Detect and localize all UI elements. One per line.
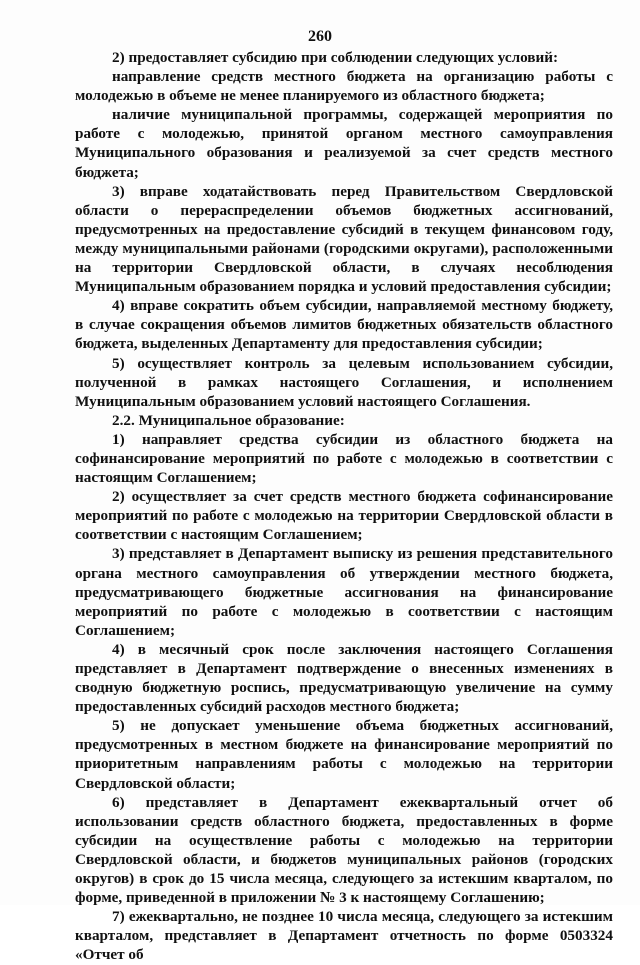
document-body [75,48,613,965]
paragraph-5-control: 5) осуществляет контроль за целевым использованием субсидии, полученной в рамках настоящего Соглашения, и исполнением Муниципальным образованием условий настоящего Соглашения. [75,354,613,410]
paragraph-4-reduce-subsidy: 4) вправе сократить объем субсидии, направляемой местному бюджету, в случае сокращения объемов лимитов бюджетных обязательств областного бюджета, выделенных Департаменту для предоставления субсидии; [75,297,613,353]
section-heading-2-2: 2.2. Муниципальное образование: [112,411,345,429]
paragraph-mo-6: 6) представляет в Департамент ежеквартальный отчет об использовании средств областного бюджета, предоставленных в форме субсидии на осуществление работы с молодежью на территории Свердловской области, и бюджетов муниципальных районов (городских округов) в срок до 15 числа месяца, следующего за истекшим кварталом, по форме, приведенной в приложении № 3 к настоящему Соглашению; [75,793,613,907]
page-number: 260 [308,28,332,45]
paragraph-condition-program: наличие муниципальной программы, содержащей мероприятия по работе с молодежью, принятой органом местного самоуправления Муниципального образования и реализуемой за счет средств местного бюджета; [75,106,613,181]
paragraph-mo-2: 2) осуществляет за счет средств местного бюджета софинансирование мероприятий по работе с молодежью на территории Свердловской области в соответствии с настоящим Соглашением; [75,488,613,544]
paragraph-condition-budget: направление средств местного бюджета на организацию работы с молодежью в объеме не менее планируемого из областного бюджета; [75,68,613,105]
paragraph-mo-3: 3) представляет в Департамент выписку из решения представительного органа местного самоуправления об утверждении местного бюджета, предусматривающего бюджетные ассигнования на финансирование мероприятий по работе с молодежью в соответствии с настоящим Соглашением; [75,545,613,639]
paragraph-3-redistribution: 3) вправе ходатайствовать перед Правительством Свердловской области о перераспределении объемов бюджетных ассигнований, предусмотренных на предоставление субсидий в текущем финансовом году, между муниципальными районами (городскими округами), расположенными на территории Свердловской области, в случаях несоблюдения Муниципальным образованием порядка и условий предоставления субсидии; [75,182,613,296]
paragraph-mo-4: 4) в месячный срок после заключения настоящего Соглашения представляет в Департамент подтверждение о внесенных изменениях в сводную бюджетную роспись, предусматривающую увеличение на сумму предоставленных субсидий расходов местного бюджета; [75,640,613,716]
paragraph-mo-7: 7) ежеквартально, не позднее 10 числа месяца, следующего за истекшим кварталом, представляет в Департамент отчетность по форме 0503324 «Отчет об [75,908,613,964]
paragraph-mo-5: 5) не допускает уменьшение объема бюджетных ассигнований, предусмотренных в местном бюджете на финансирование мероприятий по приоритетным направлениям работы с молодежью на территории Свердловской области; [75,717,613,792]
paragraph-2-intro: 2) предоставляет субсидию при соблюдении следующих условий: [112,49,559,66]
paragraph-mo-1: 1) направляет средства субсидии из областного бюджета на софинансирование мероприятий по работе с молодежью в соответствии с настоящим Соглашением; [75,430,613,487]
